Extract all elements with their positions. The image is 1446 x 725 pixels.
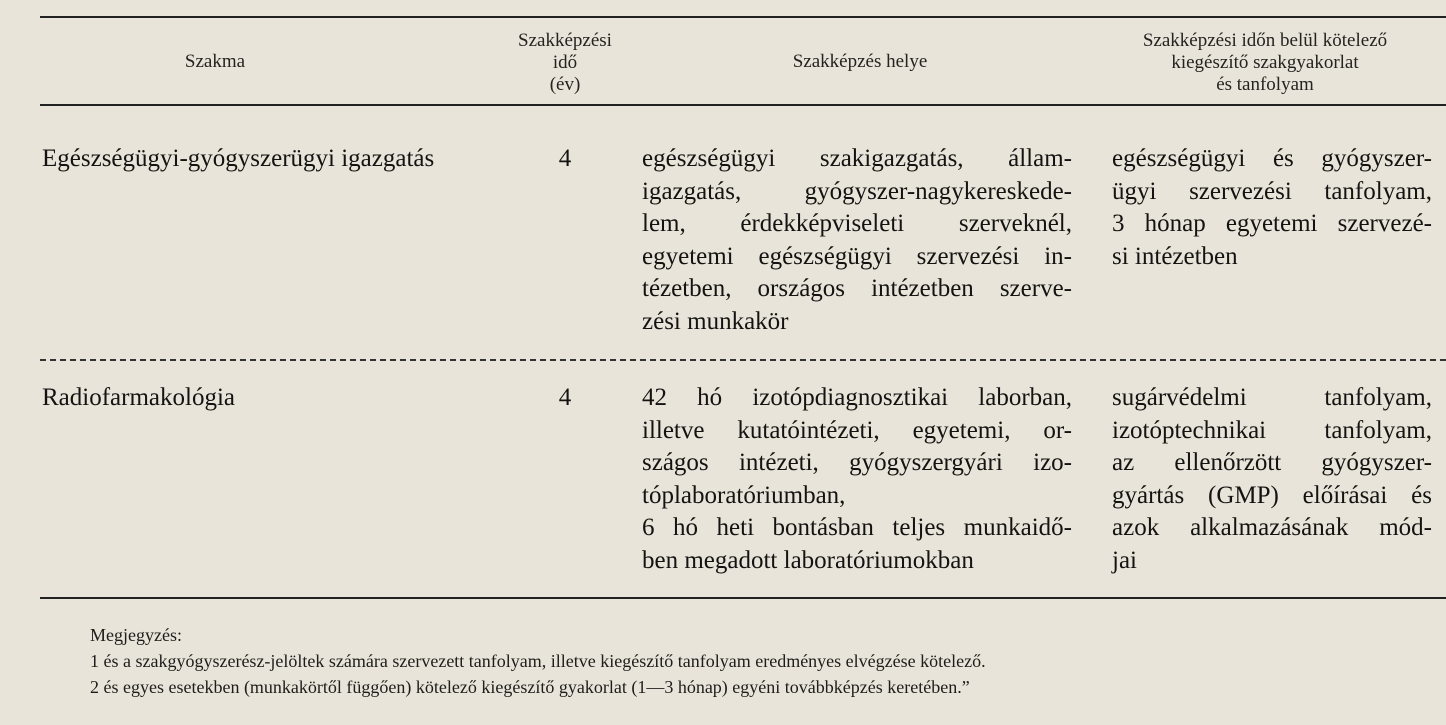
header-gyakorlat: Szakképzési időn belül kötelező kiegészítő szakgyakorlat és tanfolyam xyxy=(1142,30,1388,95)
row-2-ido: 4 xyxy=(558,384,572,411)
header-ido: Szakképzési idő (év) xyxy=(518,30,612,95)
table-bottom-rule xyxy=(40,597,1446,599)
row-1-ido: 4 xyxy=(558,145,572,172)
notes xyxy=(90,624,986,698)
row-2-gyakorlat: sugárvédelmi tanfolyam, izotóptechnikai tanfolyam, az ellenőrzött gyógyszer- gyártás (GMP) előírásai és azok alkalmazásának mód- jai xyxy=(1112,384,1432,574)
header-hely: Szakképzés helye xyxy=(792,51,928,72)
notes-title: Megjegyzés: xyxy=(90,625,182,645)
row-1-gyakorlat: egészségügyi és gyógyszer- ügyi szervezési tanfolyam, 3 hónap egyetemi szervezé- si intézetben xyxy=(1112,145,1432,270)
header-bottom-rule xyxy=(40,104,1446,106)
row-1-hely: egészségügyi szakigazgatás, állam- igazgatás, gyógyszer-nagykereskede- lem, érdekképviseleti szerveknél, egyetemi egészségügyi szervezési in- tézetben, országos intézetben szerve- zési munkakör xyxy=(642,145,1072,335)
table-top-rule xyxy=(40,16,1446,18)
row-separator xyxy=(40,359,1446,361)
note-item-2: 2 és egyes esetekben (munkakörtől függően) kötelező kiegészítő gyakorlat (1—3 hónap) egyéni továbbképzés keretében.” xyxy=(90,677,970,697)
row-1-szakma: Egészségügyi-gyógyszerügyi igazgatás xyxy=(42,145,435,172)
row-2-szakma: Radiofarmakológia xyxy=(42,384,235,411)
note-item-1: 1 és a szakgyógyszerész-jelöltek számára szervezett tanfolyam, illetve kiegészítő tanfolyam eredményes elvégzése kötelező. xyxy=(90,651,986,671)
row-2-hely: 42 hó izotópdiagnosztikai laborban, illetve kutatóintézeti, egyetemi, or- szágos intézeti, gyógyszergyári izo- tóplaboratóriumban, 6 hó heti bontásban teljes munkaidő- ben megadott laboratóriumokban xyxy=(642,384,1072,574)
header-szakma: Szakma xyxy=(184,51,246,72)
